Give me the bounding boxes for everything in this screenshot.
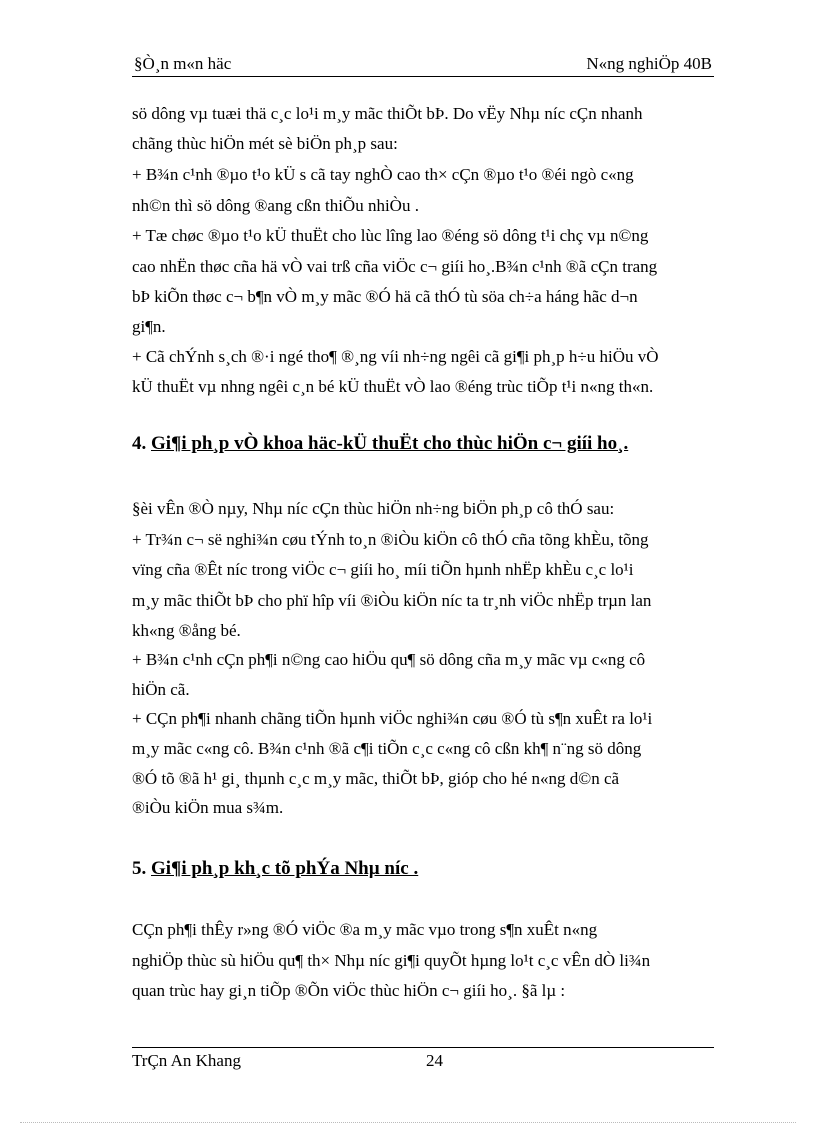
paragraph-line: nghiÖp thùc sù hiÖu qu¶ th× Nhµ níc gi¶i quyÕt hµng lo¹t c¸c vÊn dÒ li¾n xyxy=(132,951,651,970)
paragraph-line: nh©n thì sö dông ®ang cßn thiÕu nhiÒu . xyxy=(132,196,419,215)
paragraph-line: + Tæ chøc ®µo t¹o kÜ thuËt cho lùc lîng lao ®éng sö dông t¹i chç vµ n©ng xyxy=(132,226,649,245)
paragraph-line: + CÇn ph¶i nhanh chãng tiÕn hµnh viÖc nghi¾n cøu ®Ó tù s¶n xuÊt ra lo¹i xyxy=(132,709,653,728)
footer-rule xyxy=(132,1047,714,1048)
paragraph-line: sö dông vµ tuæi thä c¸c lo¹i m¸y mãc thiÕt bÞ. Do vËy Nhµ níc cÇn nhanh xyxy=(132,104,643,123)
paragraph-line: m¸y mãc thiÕt bÞ cho phï hîp víi ®iÒu kiÖn níc ta tr¸nh viÖc nhËp trµn lan xyxy=(132,591,652,610)
page-header xyxy=(132,54,714,77)
paragraph-line: kÜ thuËt vµ nhng ngêi c¸n bé kÜ thuËt vÒ lao ®éng trùc tiÕp t¹i n«ng th«n. xyxy=(132,377,654,396)
paragraph-line: kh«ng ®ång bé. xyxy=(132,621,241,640)
page-number: 24 xyxy=(426,1051,443,1070)
section-number: 4. xyxy=(132,433,151,454)
header-class: N«ng nghiÖp 40B xyxy=(586,54,712,73)
paragraph-line: cao nhËn thøc cña hä vÒ vai trß cña viÖc c¬ giíi ho¸.B¾n c¹nh ®ã cÇn trang xyxy=(132,257,658,276)
section-title: Gi¶i ph¸p kh¸c tõ phÝa Nhµ níc . xyxy=(151,858,419,879)
paragraph-line: vïng cña ®Êt níc trong viÖc c¬ giíi ho¸ míi tiÕn hµnh nhËp khÈu c¸c lo¹i xyxy=(132,560,634,579)
paragraph-line: quan trùc hay gi¸n tiÕp ®Õn viÖc thùc hiÖn c¬ giíi ho¸. §ã lµ : xyxy=(132,981,566,1000)
paragraph-line: m¸y mãc c«ng cô. B¾n c¹nh ®ã c¶i tiÕn c¸c c«ng cô cßn kh¶ n¨ng sö dông xyxy=(132,739,642,758)
paragraph-line: ®Ó tõ ®ã h¹ gi¸ thµnh c¸c m¸y mãc, thiÕt bÞ, gióp cho hé n«ng d©n cã xyxy=(132,769,620,788)
section-heading-4 xyxy=(132,432,628,456)
paragraph-line: §èi vÊn ®Ò nµy, Nhµ níc cÇn thùc hiÖn nh÷ng biÖn ph¸p cô thÓ sau: xyxy=(132,499,615,518)
paragraph-line: bÞ kiÕn thøc c¬ b¶n vÒ m¸y mãc ®Ó hä cã thÓ tù söa ch÷a háng hãc d¬n xyxy=(132,287,638,306)
section-title: Gi¶i ph¸p vÒ khoa häc-kÜ thuËt cho thùc hiÖn c¬ giíi ho¸. xyxy=(151,433,629,454)
section-number: 5. xyxy=(132,858,151,879)
section-heading-5 xyxy=(132,857,418,881)
paragraph-line: + B¾n c¹nh ®µo t¹o kÜ s cã tay nghÒ cao th× cÇn ®µo t¹o ®éi ngò c«ng xyxy=(132,165,634,184)
paragraph-line: chãng thùc hiÖn mét sè biÖn ph¸p sau: xyxy=(132,134,398,153)
paragraph-line: ®iÒu kiÖn mua s¾m. xyxy=(132,798,284,817)
paragraph-line: + Tr¾n c¬ së nghi¾n cøu tÝnh to¸n ®iÒu kiÖn cô thÓ cña tõng khÈu, tõng xyxy=(132,530,649,549)
paragraph-line: + B¾n c¹nh cÇn ph¶i n©ng cao hiÖu qu¶ sö dông cña m¸y mãc vµ c«ng cô xyxy=(132,650,646,669)
paragraph-line: gi¶n. xyxy=(132,317,166,336)
paragraph-line: + Cã chÝnh s¸ch ®·i ngé tho¶ ®¸ng víi nh÷ng ngêi cã gi¶i ph¸p h÷u hiÖu vÒ xyxy=(132,347,659,366)
footer-author: TrÇn An Khang xyxy=(132,1051,241,1070)
header-course: §Ò¸n m«n häc xyxy=(134,54,232,73)
paragraph-line: hiÖn cã. xyxy=(132,680,190,699)
paragraph-line: CÇn ph¶i thÊy r»ng ®Ó viÖc ®a m¸y mãc vµo trong s¶n xuÊt n«ng xyxy=(132,920,598,939)
